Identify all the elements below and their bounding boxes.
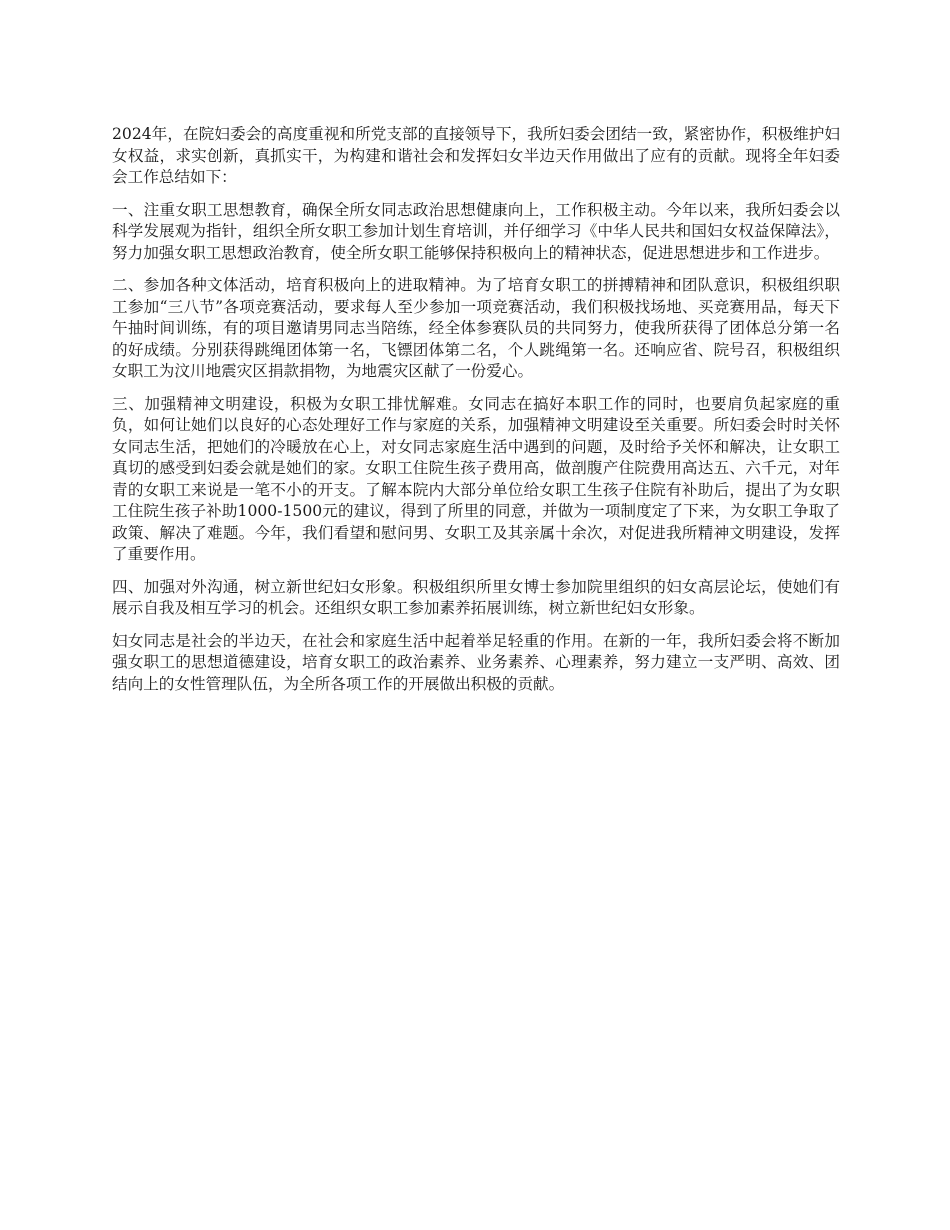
section-1-paragraph: 一、注重女职工思想教育，确保全所女同志政治思想健康向上，工作积极主动。今年以来，我所妇委会以科学发展观为指针，组织全所女职工参加计划生育培训，并仔细学习《中华人民共和国妇女权益保障法》，努力加强女职工思想政治教育，使全所女职工能够保持积极向上的精神状态，促进思想进步和工作进步。: [112, 200, 840, 262]
document-body: [112, 124, 840, 706]
section-4-paragraph: 四、加强对外沟通，树立新世纪妇女形象。积极组织所里女博士参加院里组织的妇女高层论坛，使她们有展示自我及相互学习的机会。还组织女职工参加素养拓展训练，树立新世纪妇女形象。: [112, 577, 840, 617]
section-3-paragraph: 三、加强精神文明建设，积极为女职工排忧解难。女同志在搞好本职工作的同时，也要肩负起家庭的重负，如何让她们以良好的心态处理好工作与家庭的关系，加强精神文明建设至关重要。所妇委会时时关怀女同志生活，把她们的冷暖放在心上，对女同志家庭生活中遇到的问题，及时给予关怀和解决，让女职工真切的感受到妇委会就是她们的家。女职工住院生孩子费用高，做剖腹产住院费用高达五、六千元，对年青的女职工来说是一笔不小的开支。了解本院内大部分单位给女职工生孩子住院有补助后，提出了为女职工住院生孩子补助1000-1500元的建议，得到了所里的同意，并做为一项制度定了下来，为女职工争取了政策、解决了难题。今年，我们看望和慰问男、女职工及其亲属十余次，对促进我所精神文明建设，发挥了重要作用。: [112, 394, 840, 563]
intro-paragraph: 2024年，在院妇委会的高度重视和所党支部的直接领导下，我所妇委会团结一致，紧密协作，积极维护妇女权益，求实创新，真抓实干，为构建和谐社会和发挥妇女半边天作用做出了应有的贡献。现将全年妇委会工作总结如下：: [112, 125, 840, 186]
closing-paragraph: 妇女同志是社会的半边天，在社会和家庭生活中起着举足轻重的作用。在新的一年，我所妇委会将不断加强女职工的思想道德建设，培育女职工的政治素养、业务素养、心理素养，努力建立一支严明、高效、团结向上的女性管理队伍，为全所各项工作的开展做出积极的贡献。: [112, 631, 840, 693]
section-2-paragraph: 二、参加各种文体活动，培育积极向上的进取精神。为了培育女职工的拼搏精神和团队意识，积极组织职工参加“三八节”各项竞赛活动，要求每人至少参加一项竞赛活动，我们积极找场地、买竞赛用品，每天下午抽时间训练，有的项目邀请男同志当陪练，经全体参赛队员的共同努力，使我所获得了团体总分第一名的好成绩。分别获得跳绳团体第一名，飞镖团体第二名，个人跳绳第一名。还响应省、院号召，积极组织女职工为汶川地震灾区捐款捐物，为地震灾区献了一份爱心。: [112, 276, 840, 380]
